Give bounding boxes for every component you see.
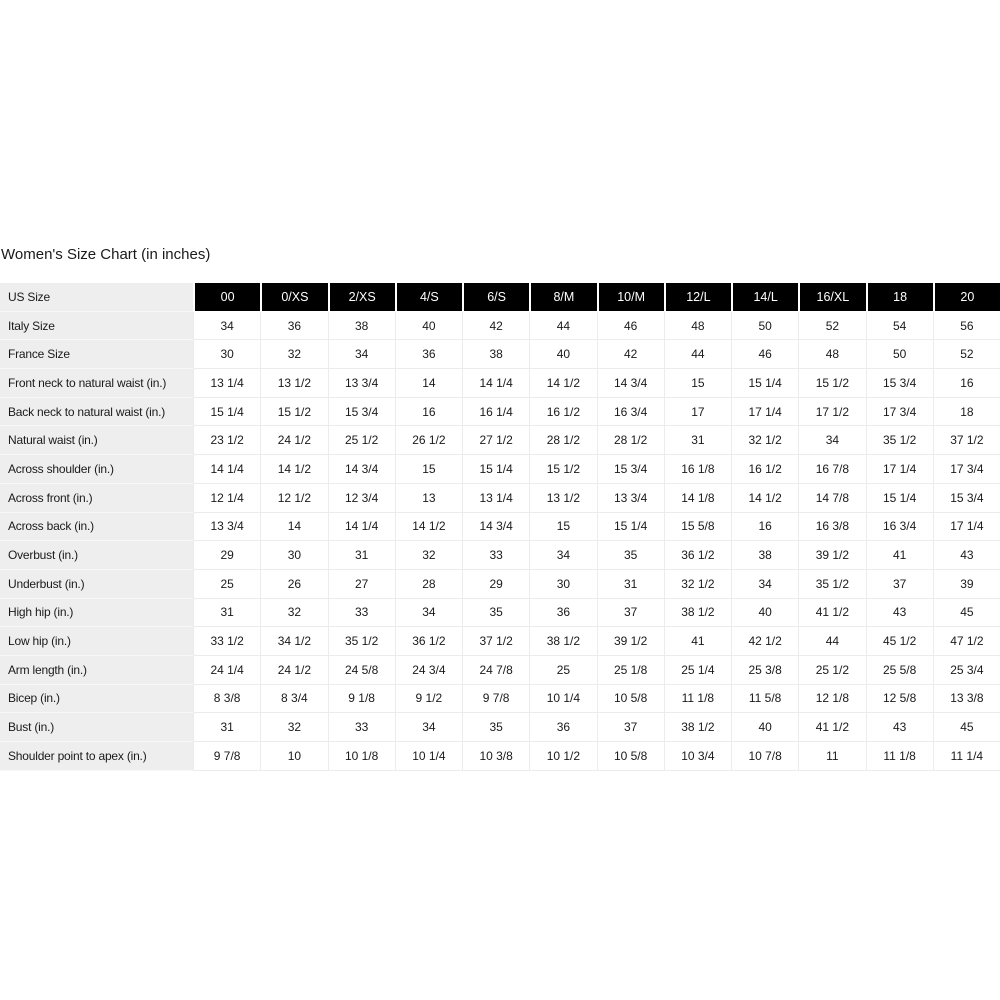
row-label: Bicep (in.) (0, 685, 193, 714)
table-row (0, 570, 1000, 599)
table-cell: 10 (260, 742, 327, 771)
table-cell: 33 1/2 (193, 627, 260, 656)
size-header-cell: 10/M (597, 283, 664, 312)
table-cell: 17 3/4 (866, 398, 933, 427)
table-cell: 25 5/8 (866, 656, 933, 685)
table-cell: 31 (328, 541, 395, 570)
row-label: Across back (in.) (0, 513, 193, 542)
table-cell: 33 (328, 599, 395, 628)
table-cell: 10 1/4 (529, 685, 596, 714)
table-cell: 17 (664, 398, 731, 427)
size-header-cell: 4/S (395, 283, 462, 312)
size-header-cell: 20 (933, 283, 1000, 312)
table-cell: 32 (260, 713, 327, 742)
table-cell: 13 3/4 (193, 513, 260, 542)
table-cell: 16 7/8 (798, 455, 865, 484)
row-label: Bust (in.) (0, 713, 193, 742)
size-header-cell: 2/XS (328, 283, 395, 312)
table-cell: 31 (597, 570, 664, 599)
table-cell: 14 (260, 513, 327, 542)
table-cell: 37 1/2 (933, 426, 1000, 455)
table-cell: 39 1/2 (597, 627, 664, 656)
table-cell: 14 1/4 (462, 369, 529, 398)
row-label: High hip (in.) (0, 599, 193, 628)
table-cell: 41 1/2 (798, 599, 865, 628)
header-row (0, 283, 1000, 312)
table-cell: 14 7/8 (798, 484, 865, 513)
table-cell: 15 3/4 (866, 369, 933, 398)
table-cell: 24 1/2 (260, 656, 327, 685)
table-row (0, 599, 1000, 628)
table-cell: 35 (597, 541, 664, 570)
table-cell: 15 (395, 455, 462, 484)
table-cell: 13 3/8 (933, 685, 1000, 714)
table-cell: 38 (328, 312, 395, 341)
row-label: Front neck to natural waist (in.) (0, 369, 193, 398)
table-cell: 15 1/4 (866, 484, 933, 513)
table-cell: 16 3/4 (866, 513, 933, 542)
table-cell: 35 1/2 (328, 627, 395, 656)
table-cell: 16 1/2 (731, 455, 798, 484)
table-cell: 48 (664, 312, 731, 341)
table-cell: 10 1/2 (529, 742, 596, 771)
table-cell: 10 3/8 (462, 742, 529, 771)
table-cell: 32 1/2 (664, 570, 731, 599)
table-cell: 16 (933, 369, 1000, 398)
row-label: Back neck to natural waist (in.) (0, 398, 193, 427)
table-cell: 36 (260, 312, 327, 341)
row-label: Across front (in.) (0, 484, 193, 513)
table-cell: 13 1/4 (193, 369, 260, 398)
table-cell: 15 3/4 (328, 398, 395, 427)
table-row (0, 455, 1000, 484)
table-cell: 39 (933, 570, 1000, 599)
table-cell: 38 1/2 (664, 713, 731, 742)
table-cell: 50 (731, 312, 798, 341)
table-cell: 41 (866, 541, 933, 570)
table-row (0, 312, 1000, 341)
row-label: Underbust (in.) (0, 570, 193, 599)
table-cell: 31 (193, 713, 260, 742)
table-row (0, 513, 1000, 542)
table-cell: 42 1/2 (731, 627, 798, 656)
table-cell: 52 (798, 312, 865, 341)
table-cell: 47 1/2 (933, 627, 1000, 656)
table-cell: 15 1/2 (798, 369, 865, 398)
table-cell: 38 1/2 (529, 627, 596, 656)
table-cell: 17 1/4 (866, 455, 933, 484)
table-cell: 23 1/2 (193, 426, 260, 455)
table-cell: 52 (933, 340, 1000, 369)
table-cell: 30 (529, 570, 596, 599)
table-cell: 28 1/2 (597, 426, 664, 455)
table-cell: 28 1/2 (529, 426, 596, 455)
table-cell: 9 1/8 (328, 685, 395, 714)
table-cell: 41 (664, 627, 731, 656)
table-cell: 48 (798, 340, 865, 369)
table-cell: 18 (933, 398, 1000, 427)
table-cell: 25 1/2 (798, 656, 865, 685)
size-header-cell: 12/L (664, 283, 731, 312)
table-cell: 8 3/8 (193, 685, 260, 714)
table-cell: 45 (933, 713, 1000, 742)
table-cell: 14 1/4 (193, 455, 260, 484)
table-row (0, 541, 1000, 570)
table-cell: 15 1/4 (193, 398, 260, 427)
table-cell: 15 1/2 (260, 398, 327, 427)
table-cell: 37 1/2 (462, 627, 529, 656)
table-cell: 13 (395, 484, 462, 513)
table-cell: 10 5/8 (597, 685, 664, 714)
table-cell: 32 1/2 (731, 426, 798, 455)
table-cell: 15 (529, 513, 596, 542)
table-cell: 25 (529, 656, 596, 685)
table-cell: 15 1/2 (529, 455, 596, 484)
table-cell: 43 (866, 713, 933, 742)
table-cell: 31 (664, 426, 731, 455)
table-row (0, 656, 1000, 685)
size-header-cell: 6/S (462, 283, 529, 312)
size-header-cell: 8/M (529, 283, 596, 312)
table-cell: 12 5/8 (866, 685, 933, 714)
table-cell: 40 (731, 599, 798, 628)
table-cell: 15 3/4 (597, 455, 664, 484)
table-cell: 24 1/2 (260, 426, 327, 455)
table-cell: 13 1/4 (462, 484, 529, 513)
table-cell: 12 1/8 (798, 685, 865, 714)
table-cell: 17 1/2 (798, 398, 865, 427)
table-row (0, 685, 1000, 714)
table-cell: 15 1/4 (597, 513, 664, 542)
table-cell: 46 (597, 312, 664, 341)
table-cell: 38 (731, 541, 798, 570)
table-cell: 26 1/2 (395, 426, 462, 455)
table-cell: 42 (462, 312, 529, 341)
table-cell: 36 (529, 713, 596, 742)
table-cell: 40 (529, 340, 596, 369)
table-cell: 35 1/2 (798, 570, 865, 599)
row-label: France Size (0, 340, 193, 369)
table-cell: 14 1/8 (664, 484, 731, 513)
table-cell: 37 (597, 599, 664, 628)
header-label: US Size (0, 283, 193, 312)
table-row (0, 426, 1000, 455)
table-cell: 30 (193, 340, 260, 369)
table-cell: 37 (866, 570, 933, 599)
table-cell: 54 (866, 312, 933, 341)
table-cell: 29 (462, 570, 529, 599)
table-cell: 36 (529, 599, 596, 628)
table-cell: 13 3/4 (597, 484, 664, 513)
size-header-cell: 14/L (731, 283, 798, 312)
table-cell: 10 3/4 (664, 742, 731, 771)
table-cell: 36 1/2 (664, 541, 731, 570)
row-label: Low hip (in.) (0, 627, 193, 656)
row-label: Natural waist (in.) (0, 426, 193, 455)
size-header-cell: 18 (866, 283, 933, 312)
table-cell: 25 3/8 (731, 656, 798, 685)
table-cell: 16 (731, 513, 798, 542)
table-cell: 8 3/4 (260, 685, 327, 714)
size-chart-body (0, 283, 1000, 771)
table-cell: 14 3/4 (462, 513, 529, 542)
table-cell: 34 (529, 541, 596, 570)
table-cell: 11 1/8 (866, 742, 933, 771)
table-cell: 9 7/8 (462, 685, 529, 714)
table-cell: 13 3/4 (328, 369, 395, 398)
size-header-cell: 16/XL (798, 283, 865, 312)
table-cell: 43 (866, 599, 933, 628)
table-cell: 15 3/4 (933, 484, 1000, 513)
table-cell: 11 1/8 (664, 685, 731, 714)
table-cell: 36 1/2 (395, 627, 462, 656)
table-cell: 50 (866, 340, 933, 369)
table-cell: 17 1/4 (731, 398, 798, 427)
table-cell: 38 (462, 340, 529, 369)
table-cell: 42 (597, 340, 664, 369)
table-cell: 12 3/4 (328, 484, 395, 513)
table-cell: 44 (529, 312, 596, 341)
table-cell: 41 1/2 (798, 713, 865, 742)
table-cell: 11 (798, 742, 865, 771)
table-row (0, 398, 1000, 427)
table-cell: 13 1/2 (529, 484, 596, 513)
table-cell: 33 (328, 713, 395, 742)
table-cell: 10 1/8 (328, 742, 395, 771)
table-cell: 24 5/8 (328, 656, 395, 685)
table-cell: 29 (193, 541, 260, 570)
table-cell: 26 (260, 570, 327, 599)
table-cell: 28 (395, 570, 462, 599)
table-cell: 46 (731, 340, 798, 369)
table-cell: 44 (664, 340, 731, 369)
table-cell: 12 1/2 (260, 484, 327, 513)
table-cell: 34 (193, 312, 260, 341)
table-cell: 9 7/8 (193, 742, 260, 771)
table-cell: 17 3/4 (933, 455, 1000, 484)
table-cell: 27 1/2 (462, 426, 529, 455)
table-cell: 16 1/2 (529, 398, 596, 427)
page-title: Women's Size Chart (in inches) (1, 246, 211, 263)
table-cell: 14 3/4 (597, 369, 664, 398)
table-cell: 14 1/2 (529, 369, 596, 398)
table-cell: 38 1/2 (664, 599, 731, 628)
row-label: Italy Size (0, 312, 193, 341)
table-cell: 39 1/2 (798, 541, 865, 570)
table-cell: 14 1/2 (731, 484, 798, 513)
table-cell: 35 (462, 713, 529, 742)
table-cell: 40 (395, 312, 462, 341)
table-row (0, 713, 1000, 742)
table-cell: 40 (731, 713, 798, 742)
table-cell: 14 1/2 (395, 513, 462, 542)
table-cell: 16 3/4 (597, 398, 664, 427)
table-cell: 16 3/8 (798, 513, 865, 542)
table-cell: 31 (193, 599, 260, 628)
table-cell: 34 (395, 599, 462, 628)
table-cell: 45 (933, 599, 1000, 628)
table-cell: 10 5/8 (597, 742, 664, 771)
table-cell: 14 3/4 (328, 455, 395, 484)
table-row (0, 627, 1000, 656)
table-cell: 32 (395, 541, 462, 570)
table-row (0, 484, 1000, 513)
table-cell: 15 1/4 (731, 369, 798, 398)
table-cell: 25 (193, 570, 260, 599)
table-cell: 25 1/2 (328, 426, 395, 455)
table-cell: 25 1/8 (597, 656, 664, 685)
table-cell: 25 1/4 (664, 656, 731, 685)
table-cell: 14 1/2 (260, 455, 327, 484)
table-cell: 32 (260, 340, 327, 369)
table-cell: 36 (395, 340, 462, 369)
table-cell: 25 3/4 (933, 656, 1000, 685)
table-cell: 43 (933, 541, 1000, 570)
table-cell: 24 7/8 (462, 656, 529, 685)
table-cell: 16 1/8 (664, 455, 731, 484)
table-row (0, 340, 1000, 369)
table-row (0, 369, 1000, 398)
table-cell: 9 1/2 (395, 685, 462, 714)
table-cell: 13 1/2 (260, 369, 327, 398)
size-header-cell: 00 (193, 283, 260, 312)
table-cell: 30 (260, 541, 327, 570)
table-cell: 16 (395, 398, 462, 427)
table-cell: 24 3/4 (395, 656, 462, 685)
table-row (0, 742, 1000, 771)
table-cell: 11 1/4 (933, 742, 1000, 771)
table-cell: 24 1/4 (193, 656, 260, 685)
table-cell: 45 1/2 (866, 627, 933, 656)
row-label: Arm length (in.) (0, 656, 193, 685)
table-cell: 34 1/2 (260, 627, 327, 656)
table-cell: 17 1/4 (933, 513, 1000, 542)
table-cell: 14 1/4 (328, 513, 395, 542)
table-cell: 15 1/4 (462, 455, 529, 484)
table-cell: 56 (933, 312, 1000, 341)
table-cell: 15 5/8 (664, 513, 731, 542)
table-cell: 14 (395, 369, 462, 398)
table-cell: 10 7/8 (731, 742, 798, 771)
table-cell: 35 (462, 599, 529, 628)
table-cell: 34 (395, 713, 462, 742)
row-label: Shoulder point to apex (in.) (0, 742, 193, 771)
table-cell: 33 (462, 541, 529, 570)
table-cell: 37 (597, 713, 664, 742)
table-cell: 27 (328, 570, 395, 599)
table-cell: 32 (260, 599, 327, 628)
table-cell: 34 (328, 340, 395, 369)
table-cell: 16 1/4 (462, 398, 529, 427)
table-cell: 15 (664, 369, 731, 398)
table-cell: 34 (731, 570, 798, 599)
size-header-cell: 0/XS (260, 283, 327, 312)
table-cell: 10 1/4 (395, 742, 462, 771)
table-cell: 44 (798, 627, 865, 656)
row-label: Across shoulder (in.) (0, 455, 193, 484)
table-cell: 11 5/8 (731, 685, 798, 714)
table-cell: 34 (798, 426, 865, 455)
table-cell: 35 1/2 (866, 426, 933, 455)
size-chart-table (0, 283, 1000, 771)
table-cell: 12 1/4 (193, 484, 260, 513)
row-label: Overbust (in.) (0, 541, 193, 570)
